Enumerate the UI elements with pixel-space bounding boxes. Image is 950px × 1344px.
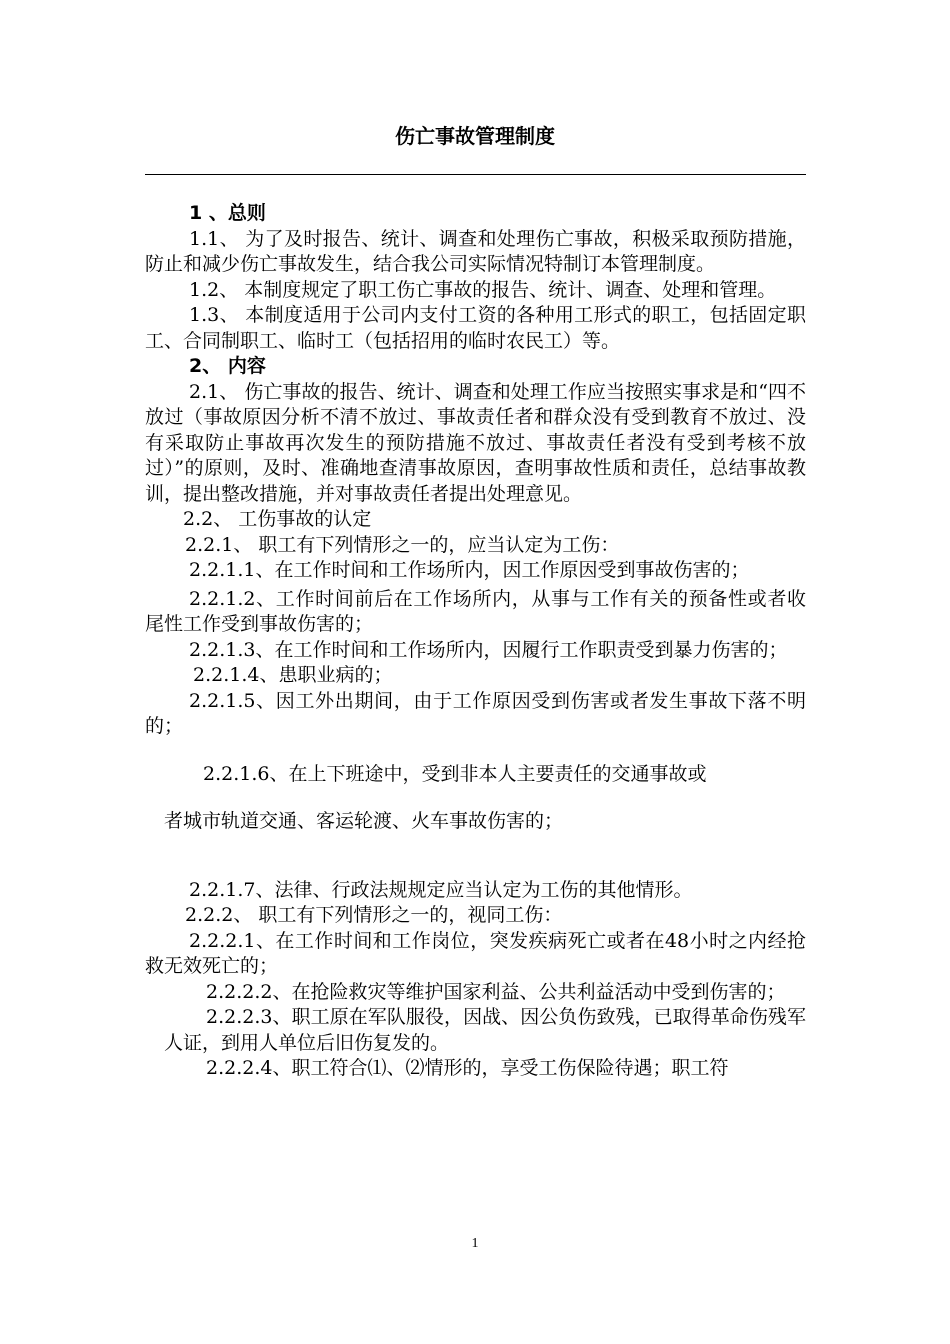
paragraph-2-2-1-7: 2.2.1.7、法律、行政法规规定应当认定为工伤的其他情形。 (189, 878, 693, 901)
paragraph-2-2-1-6-line-2: 者城市轨道交通、客运轮渡、火车事故伤害的； (164, 810, 564, 832)
paragraph-2-2-1-1: 2.2.1.1、在工作时间和工作场所内，因工作原因受到事故伤害的； (189, 559, 750, 581)
paragraph-2-2-2: 2.2.2、 职工有下列情形之一的，视同工伤： (185, 904, 563, 926)
page-number: 1 (471, 1236, 479, 1251)
paragraph-1-3: 1.3、 本制度适用于公司内支付工资的各种用工形式的职工，包括固定职工、合同制职工、临时工（包括招用的临时农民工）等。 (145, 304, 806, 352)
title-divider (145, 174, 806, 175)
paragraph-2-2-2-3: 2.2.2.3、职工原在军队服役，因战、因公负伤致残，已取得革命伤残军人证，到用人单位后旧伤复发的。 (164, 1006, 806, 1054)
section-2-heading: 2、 内容 (189, 355, 266, 377)
paragraph-2-2-1-4: 2.2.1.4、患职业病的； (193, 664, 393, 686)
paragraph-1-2: 1.2、 本制度规定了职工伤亡事故的报告、统计、调查、处理和管理。 (189, 278, 777, 301)
paragraph-2-2-1: 2.2.1、 职工有下列情形之一的，应当认定为工伤： (185, 533, 620, 556)
paragraph-2-2-1-6-line-1: 2.2.1.6、在上下班途中，受到非本人主要责任的交通事故或 (203, 762, 707, 785)
paragraph-2-2-1-5: 2.2.1.5、因工外出期间，由于工作原因受到伤害或者发生事故下落不明的； (145, 689, 806, 737)
section-1-heading: 1 、总则 (189, 202, 266, 224)
paragraph-1-1: 1.1、 为了及时报告、统计、调查和处理伤亡事故，积极采取预防措施，防止和减少伤亡事故发生，结合我公司实际情况特制订本管理制度。 (145, 227, 806, 275)
paragraph-2-1: 2.1、 伤亡事故的报告、统计、调查和处理工作应当按照实事求是和“四不放过（事故原因分析不清不放过、事故责任者和群众没有受到教育不放过、没有采取防止事故再次发生的预防措施不放过、事故责任者没有受到考核不放过）”的原则，及时、准确地查清事故原因，查明事故性质和责任，总结事故教训，提出整改措施，并对事故责任者提出处理意见。 (145, 380, 806, 505)
paragraph-2-2: 2.2、 工伤事故的认定 (183, 508, 372, 530)
document-title: 伤亡事故管理制度 (395, 124, 555, 148)
paragraph-2-2-2-1: 2.2.2.1、在工作时间和工作岗位，突发疾病死亡或者在48小时之内经抢救无效死亡的； (145, 929, 806, 977)
paragraph-2-2-2-4: 2.2.2.4、职工符合⑴、⑵情形的，享受工伤保险待遇；职工符 (206, 1057, 729, 1079)
paragraph-2-2-2-2: 2.2.2.2、在抢险救灾等维护国家利益、公共利益活动中受到伤害的； (206, 980, 786, 1003)
paragraph-2-2-1-3: 2.2.1.3、在工作时间和工作场所内，因履行工作职责受到暴力伤害的； (189, 638, 788, 661)
paragraph-2-2-1-2: 2.2.1.2、工作时间前后在工作场所内，从事与工作有关的预备性或者收尾性工作受到事故伤害的； (145, 587, 806, 635)
document-body (145, 201, 806, 1082)
